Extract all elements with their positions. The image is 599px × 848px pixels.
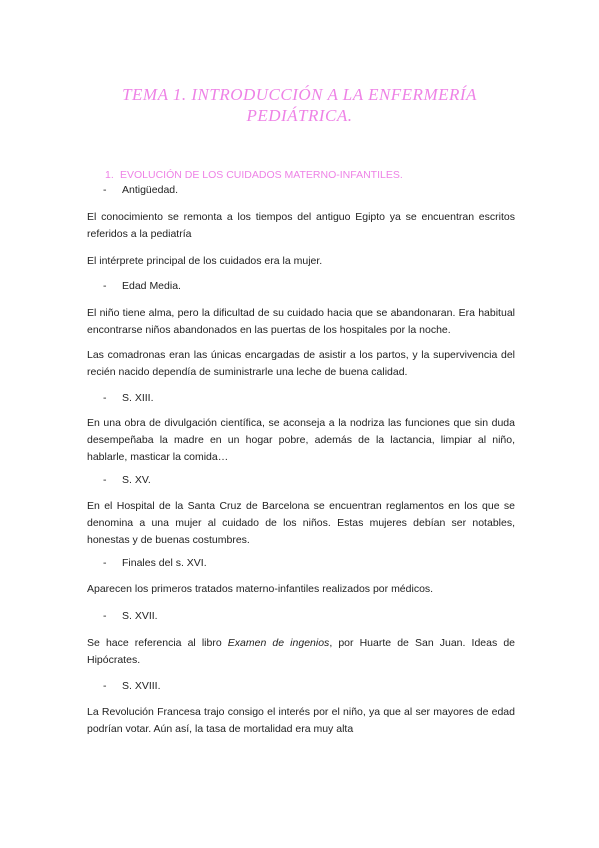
bullet-dash: - <box>103 680 107 692</box>
bullet-item-antiguedad <box>103 184 178 196</box>
bullet-item-s18 <box>103 680 161 692</box>
title-line-2: PEDIÁTRICA. <box>246 106 353 125</box>
bullet-item-s15 <box>103 474 151 486</box>
bullet-label: Antigüedad. <box>122 184 179 196</box>
paragraph-edad-media-2: Las comadronas eran las únicas encargadas de asistir a los partos, y la supervivencia del recién nacido dependía de suministrarle una leche de buena calidad. <box>87 349 515 378</box>
bullet-dash: - <box>103 392 107 404</box>
bullet-label: Finales del s. XVI. <box>122 557 207 569</box>
bullet-item-s17 <box>103 610 158 622</box>
section-heading <box>105 169 403 181</box>
page-title <box>60 84 539 126</box>
paragraph-edad-media-1: El niño tiene alma, pero la dificultad de su cuidado hacia que se abandonaran. Era habitual encontrarse niños abandonados en las puertas de los hospitales por la noche. <box>87 307 515 336</box>
paragraph-antiguedad-2: El intérprete principal de los cuidados era la mujer. <box>87 255 323 267</box>
paragraph-s13: En una obra de divulgación científica, se aconseja a la nodriza las funciones que sin duda desempeñaba la madre en un hogar pobre, además de la lactancia, limpiar al niño, hablarle, masticar la comida… <box>87 417 515 463</box>
book-title: Examen de ingenios <box>227 637 330 649</box>
bullet-label: S. XVII. <box>122 610 158 622</box>
bullet-dash: - <box>103 610 107 622</box>
bullet-label: S. XVIII. <box>122 680 161 692</box>
bullet-item-s13 <box>103 392 154 404</box>
paragraph-antiguedad-1: El conocimiento se remonta a los tiempos del antiguo Egipto ya se encuentran escritos referidos a la pediatría <box>87 211 515 240</box>
section-heading-text: EVOLUCIÓN DE LOS CUIDADOS MATERNO-INFANTILES. <box>120 169 403 181</box>
section-number: 1. <box>105 169 114 181</box>
paragraph-s15: En el Hospital de la Santa Cruz de Barcelona se encuentran reglamentos en los que se denomina a una mujer al cuidado de los niños. Estas mujeres debían ser notables, honestas y de buenas costumbres. <box>87 500 515 546</box>
bullet-dash: - <box>103 557 107 569</box>
bullet-dash: - <box>103 184 107 196</box>
paragraph-s17-after: , por Huarte de San Juan. Ideas de Hipócrates. <box>87 637 515 666</box>
bullet-label: S. XIII. <box>122 392 154 404</box>
title-line-1: TEMA 1. INTRODUCCIÓN A LA ENFERMERÍA <box>122 85 477 104</box>
bullet-label: Edad Media. <box>122 280 181 292</box>
bullet-item-edad-media <box>103 280 181 292</box>
paragraph-finales-s16: Aparecen los primeros tratados materno-infantiles realizados por médicos. <box>87 583 434 595</box>
bullet-label: S. XV. <box>122 474 151 486</box>
paragraph-s17 <box>87 635 515 669</box>
bullet-dash: - <box>103 474 107 486</box>
paragraph-s17-before: Se hace referencia al libro <box>87 637 228 649</box>
bullet-dash: - <box>103 280 107 292</box>
paragraph-s18: La Revolución Francesa trajo consigo el interés por el niño, ya que al ser mayores de edad podrían votar. Aún así, la tasa de mortalidad era muy alta <box>87 706 515 735</box>
bullet-item-finales-s16 <box>103 557 207 569</box>
